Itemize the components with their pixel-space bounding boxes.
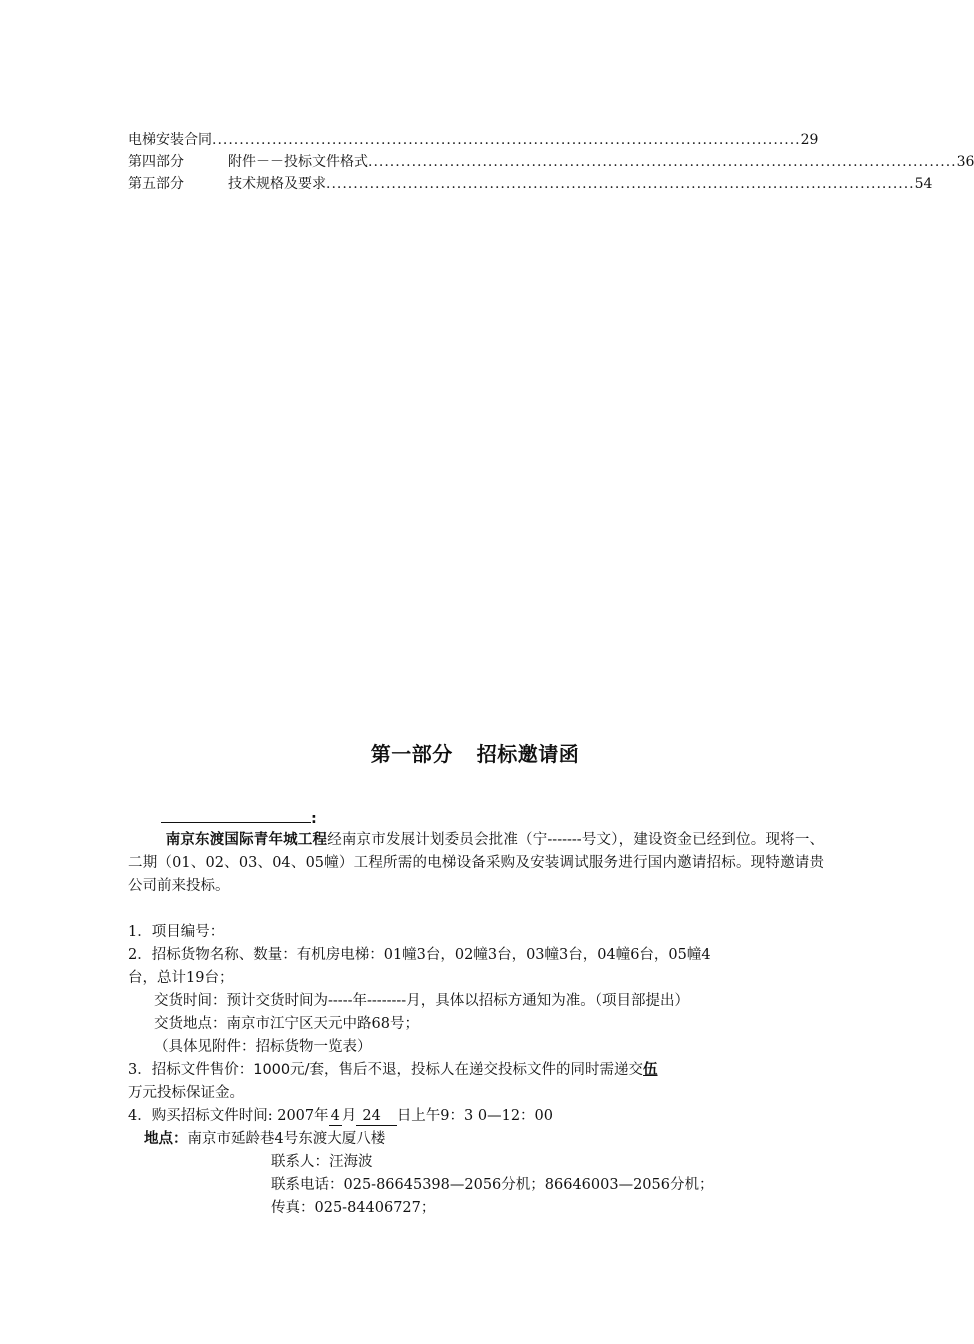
heading-part: 第一部分 [370,742,453,766]
item-document-price-cont: 万元投标保证金。 [128,1085,244,1101]
contact-person: 联系人：汪海波 [271,1154,373,1170]
contact-phone: 联系电话：025-86645398—2056分机；86646003—2056分机； [271,1177,714,1193]
salutation-colon: : [311,811,317,827]
toc-title: 电梯安装合同 [128,132,212,148]
toc-page-number: 29 [800,132,819,148]
purchase-time-prefix: 4．购买招标文件时间: 2007年 [128,1108,329,1124]
salutation [128,806,824,829]
section-heading [0,738,950,767]
location-line [128,1128,824,1151]
toc-page-number: 36 [956,154,974,170]
contact-fax: 传真：025-84406727； [271,1200,436,1216]
item-document-price [128,1059,824,1082]
toc-row-elevator-contract[interactable] [128,129,819,151]
purchase-time-suffix: 日上午9：3 0—12：00 [396,1108,553,1124]
addressee-blank [161,806,311,823]
deposit-amount: 伍 [643,1062,658,1078]
item-project-number: 1．项目编号： [128,924,225,940]
toc-part: 第五部分 [128,176,184,192]
price-label: 3．招标文件售价： [128,1062,254,1078]
toc-part: 第四部分 [128,154,184,170]
toc-leader-dots: ............................................................................................................ [368,154,957,170]
table-of-contents [128,129,974,195]
delivery-time: 交货时间：预计交货时间为-----年--------月，具体以招标方通知为准。（项目部提出） [154,993,689,1009]
intro-text: 经南京市发展计划委员会批准（宁-------号文），建设资金已经到位。现将一、二期（01、02、03、04、05幢）工程所需的电梯设备采购及安装调试服务进行国内邀请招标。现特邀请贵公司前来投标。 [128,832,825,894]
item-goods-quantity: 2．招标货物名称、数量：有机房电梯：01幢3台，02幢3台，03幢3台，04幢6台，05幢4 [128,947,711,963]
project-name: 南京东渡国际青年城工程 [165,832,328,848]
price-text: 元/套，售后不退，投标人在递交投标文件的同时需递交 [290,1062,644,1078]
purchase-month: 4 [330,1108,340,1124]
month-unit: 月 [341,1108,357,1124]
toc-row-part-five[interactable] [128,173,933,195]
toc-title: 附件－－投标文件格式 [228,154,368,170]
toc-row-part-four[interactable] [128,151,974,173]
invitation-body [128,806,824,1220]
location-label: 地点： [144,1131,188,1147]
price-value: 1000 [253,1062,291,1078]
toc-page-number: 54 [914,176,933,192]
heading-title: 招标邀请函 [476,742,580,766]
see-attachment: （具体见附件：招标货物一览表） [154,1039,372,1055]
item-goods-quantity-cont: 台，总计19台； [128,970,234,986]
location-address: 南京市延龄巷4号东渡大厦八楼 [187,1131,386,1147]
toc-leader-dots: ............................................................................................................ [212,132,801,148]
delivery-place: 交货地点：南京市江宁区天元中路68号； [154,1016,419,1032]
intro-paragraph [128,829,824,898]
toc-leader-dots: ............................................................................................................ [326,176,915,192]
item-purchase-time [128,1105,824,1128]
toc-title: 技术规格及要求 [228,176,326,192]
purchase-day: 24 [356,1107,396,1126]
